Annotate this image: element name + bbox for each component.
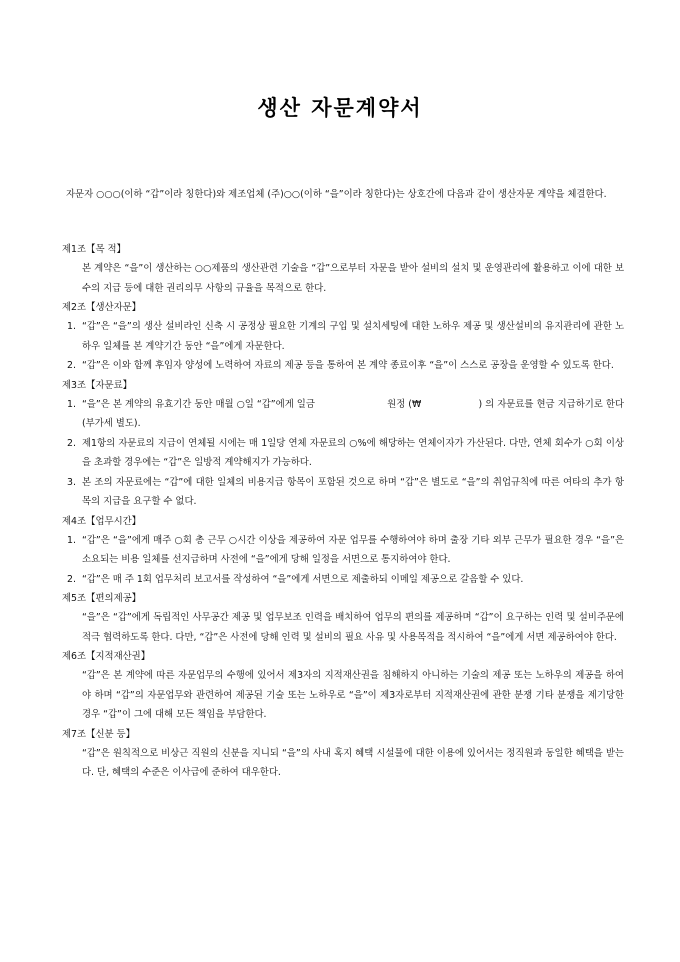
article-title: 제2조【생산자문】 — [62, 302, 142, 313]
article-item — [62, 317, 624, 356]
item-text: 제1항의 자문료의 지급이 연체될 시에는 매 1일당 연체 자문료의 ○%에 해당하는 연체이자가 가산된다. 다만, 연체 회수가 ○회 이상을 초과할 경우에는 “갑”은 일방적 계약해지가 가능하다. — [82, 437, 624, 468]
article-body: “갑”은 원칙적으로 비상근 직원의 신분을 지니되 “을”의 사내 혹지 혜택 시설물에 대한 이용에 있어서는 정직원과 동일한 혜택을 받는다. 단, 혜택의 수준은 이사급에 준하여 대우한다. — [82, 747, 624, 778]
article-item — [62, 356, 624, 376]
article-7 — [62, 725, 624, 783]
item-number: 2. — [67, 360, 76, 371]
item-number: 1. — [67, 534, 76, 546]
article-title: 제1조【목 적】 — [62, 244, 126, 255]
article-body: “을”은 “갑”에게 독립적인 사무공간 제공 및 업무보조 인력을 배치하여 업무의 편의를 제공하며 “갑”이 요구하는 인력 및 설비주문에 적극 협력하도록 한다. 다만, “갑”은 사전에 당해 인력 및 설비의 필요 사유 및 사용목적을 적시하여 “을”에게 서면 제공하여야 한다. — [82, 612, 624, 643]
document-title: 생산 자문계약서 — [257, 96, 423, 120]
item-text: 본 조의 자문료에는 “갑”에 대한 일체의 비용지급 항목이 포함된 것으로 하며 “갑”은 별도로 “을”의 취업규칙에 따른 여타의 추가 항목의 지급을 요구할 수 없다. — [82, 476, 624, 507]
item-number: 3. — [67, 476, 76, 488]
item-number: 1. — [67, 321, 76, 332]
article-item — [62, 570, 624, 590]
article-title: 제4조【업무시간】 — [62, 515, 142, 527]
item-text: “을”은 본 계약의 유효기간 동안 매월 ○일 “갑”에게 일금 원정 (₩ ) 의 자문료를 현금 지급하기로 한다(부가세 별도). — [82, 398, 624, 429]
item-text: “갑”은 “을”의 생산 설비라인 신축 시 공정상 필요한 기계의 구입 및 설치세팅에 대한 노하우 제공 및 생산설비의 유지관리에 관한 노하우 일체를 본 계약기간 동안 “을”에게 자문한다. — [82, 321, 624, 352]
article-2 — [62, 298, 624, 376]
article-item — [62, 531, 624, 570]
article-5 — [62, 589, 624, 647]
item-text: “갑”은 “을”에게 매주 ○회 총 근무 ○시간 이상을 제공하여 자문 업무를 수행하여야 하며 출장 기타 외부 근무가 필요한 경우 “을”은 소요되는 비용 일체를 선지급하며 사전에 “을”에게 당해 일정을 서면으로 통지하여야 한다. — [82, 534, 624, 565]
article-item — [62, 473, 624, 512]
article-body: 본 계약은 “을”이 생산하는 ○○제품의 생산관련 기술을 “갑”으로부터 자문을 받아 설비의 설치 및 운영관리에 활용하고 이에 대한 보수의 지급 등에 대한 권리의무 사항의 규율을 목적으로 한다. — [82, 263, 624, 294]
item-number: 1. — [67, 398, 76, 410]
article-item — [62, 395, 624, 434]
article-3 — [62, 376, 624, 512]
article-4 — [62, 512, 624, 590]
item-text: “갑”은 이와 함께 후임자 양성에 노력하여 자료의 제공 등을 통하여 본 계약 종료이후 “을”이 스스로 공장을 운영할 수 있도록 한다. — [82, 360, 614, 371]
item-number: 2. — [67, 573, 76, 585]
article-1 — [62, 240, 624, 298]
article-title: 제5조【편의제공】 — [62, 593, 142, 604]
item-number: 2. — [67, 437, 76, 449]
item-text: “갑”은 매 주 1회 업무처리 보고서를 작성하여 “을”에게 서면으로 제출하되 이메일 제공으로 갈음할 수 있다. — [82, 573, 524, 585]
articles-container — [62, 240, 624, 783]
article-body: “갑”은 본 계약에 따른 자문업무의 수행에 있어서 제3자의 지적재산권을 침해하지 아니하는 기술의 제공 또는 노하우의 제공을 하여야 하며 “갑”의 자문업무와 관련하여 제공된 기술 또는 노하우로 “을”이 제3자로부터 지적재산권에 관한 분쟁 기타 분쟁을 제기당한 경우 “갑”이 그에 대해 모든 책임을 부담한다. — [82, 670, 624, 720]
article-title: 제3조【자문료】 — [62, 379, 132, 391]
article-item — [62, 434, 624, 473]
intro-paragraph: 자문자 ○○○(이하 “갑”이라 칭한다)와 제조업체 (주)○○(이하 “을”이라 칭한다)는 상호간에 다음과 같이 생산자문 계약을 체결한다. — [66, 189, 607, 200]
article-title: 제7조【신분 등】 — [62, 728, 135, 740]
article-title: 제6조【지적재산권】 — [62, 651, 151, 662]
article-6 — [62, 647, 624, 725]
